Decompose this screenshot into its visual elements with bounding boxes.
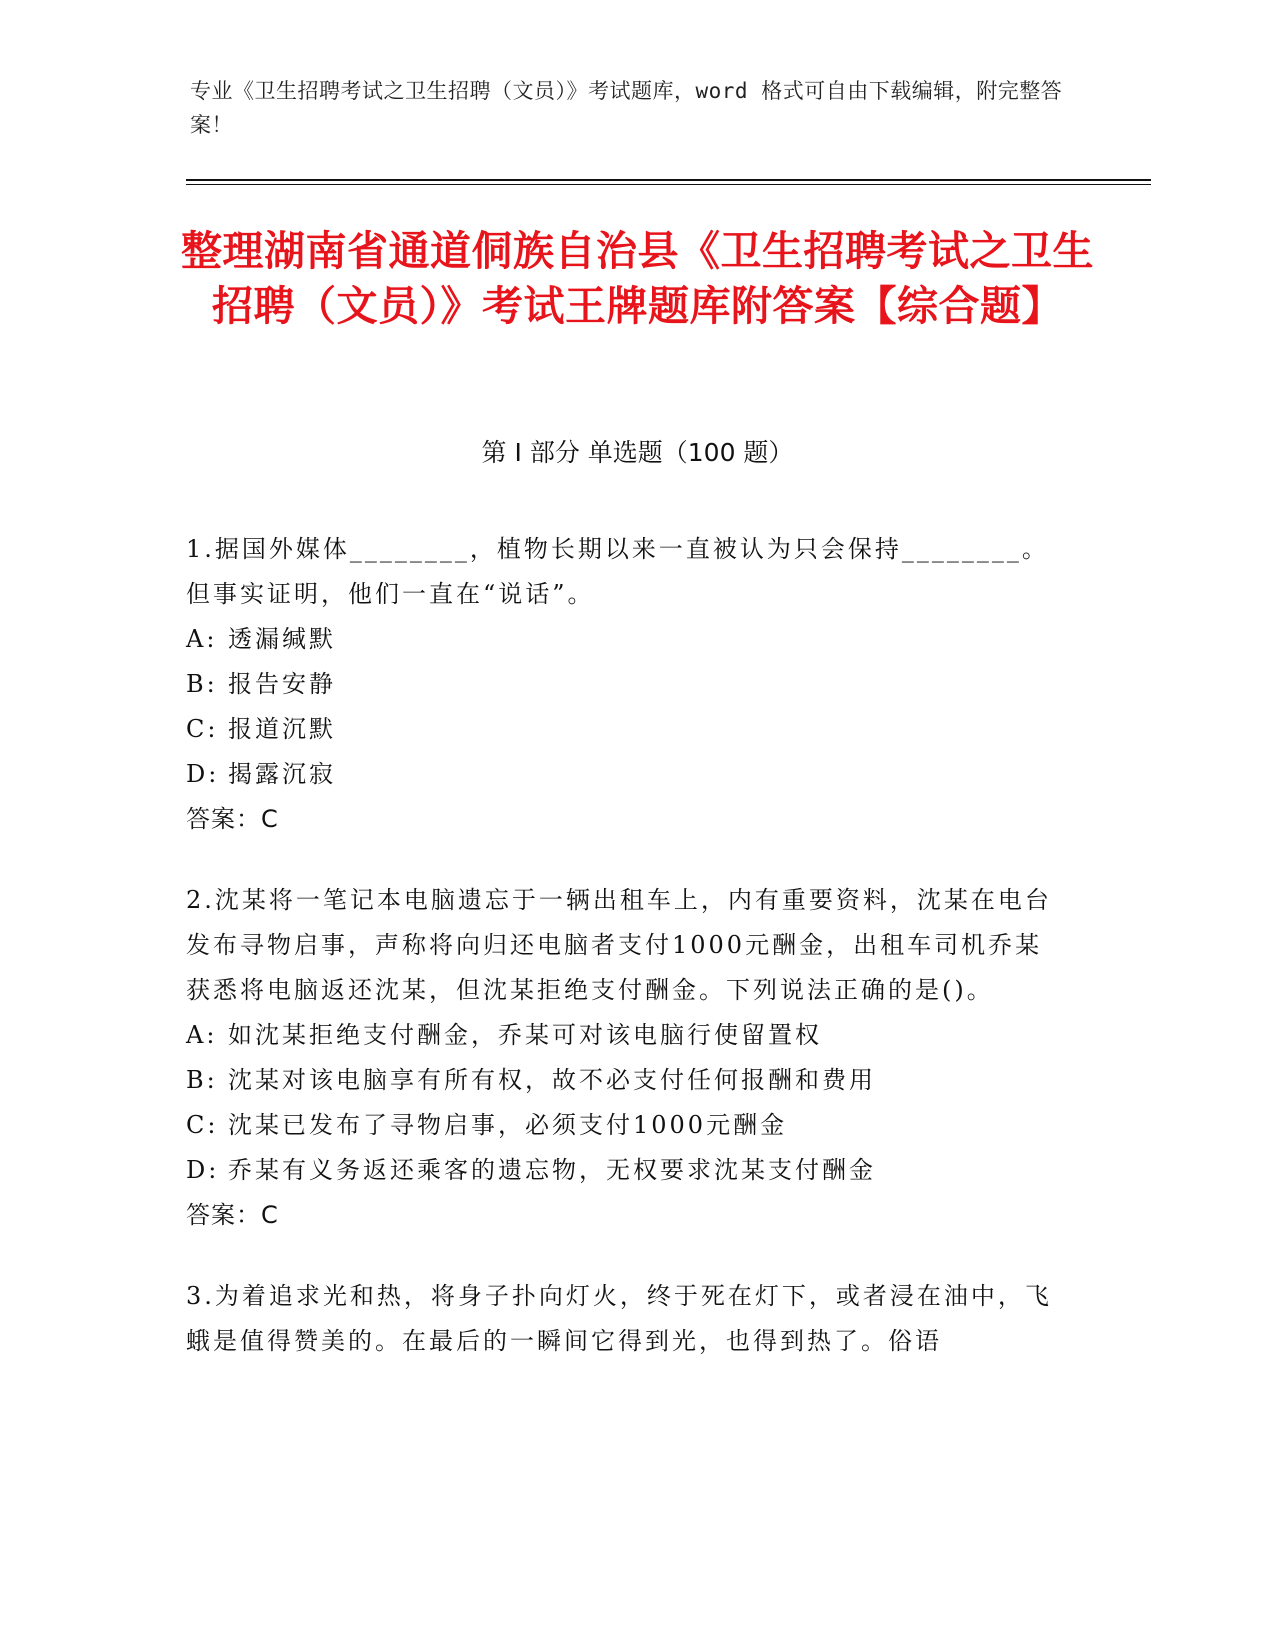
header-note: 专业《卫生招聘考试之卫生招聘（文员）》考试题库，word 格式可自由下载编辑，附完整答案！: [190, 79, 1063, 137]
question-text: 1.据国外媒体________，植物长期以来一直被认为只会保持________。但事实证明，他们一直在“说话”。: [186, 535, 1049, 608]
option-b: [186, 662, 1066, 707]
option-key: A:: [186, 625, 218, 653]
question-3: [186, 1274, 1066, 1364]
option-key: C:: [186, 715, 219, 743]
answer: 答案：C: [186, 805, 279, 833]
option-key: A:: [186, 1021, 218, 1049]
option-key: B:: [186, 670, 218, 698]
option-c: [186, 707, 1066, 752]
answer: 答案：C: [186, 1201, 279, 1229]
section-title: 第 I 部分 单选题（100 题）: [481, 438, 794, 467]
option-c: [186, 1103, 1066, 1148]
header-rule-thin: [186, 184, 1151, 185]
option-key: C:: [186, 1111, 219, 1139]
option-text: 乔某有义务返还乘客的遗忘物，无权要求沈某支付酬金: [228, 1156, 876, 1184]
option-text: 揭露沉寂: [228, 760, 336, 788]
option-key: B:: [186, 1066, 218, 1094]
option-text: 沈某已发布了寻物启事，必须支付1000元酬金: [228, 1111, 788, 1139]
option-d: [186, 1148, 1066, 1193]
question-list: [186, 527, 1066, 1400]
option-key: D:: [186, 1156, 220, 1184]
option-a: [186, 1013, 1066, 1058]
option-key: D:: [186, 760, 220, 788]
option-text: 透漏缄默: [228, 625, 336, 653]
option-a: [186, 617, 1066, 662]
option-text: 报道沉默: [228, 715, 336, 743]
option-b: [186, 1058, 1066, 1103]
question-1: [186, 527, 1066, 842]
option-text: 如沈某拒绝支付酬金，乔某可对该电脑行使留置权: [228, 1021, 822, 1049]
option-text: 报告安静: [228, 670, 336, 698]
option-text: 沈某对该电脑享有所有权，故不必支付任何报酬和费用: [228, 1066, 876, 1094]
header-rule-thick: [186, 179, 1151, 181]
option-d: [186, 752, 1066, 797]
document-title: 整理湖南省通道侗族自治县《卫生招聘考试之卫生招聘（文员）》考试王牌题库附答案【综合题】: [181, 227, 1094, 330]
question-text: 3.为着追求光和热，将身子扑向灯火，终于死在灯下，或者浸在油中，飞蛾是值得赞美的。在最后的一瞬间它得到光，也得到热了。俗语: [186, 1282, 1052, 1355]
question-text: 2.沈某将一笔记本电脑遗忘于一辆出租车上，内有重要资料，沈某在电台发布寻物启事，声称将向归还电脑者支付1000元酬金，出租车司机乔某获悉将电脑返还沈某，但沈某拒绝支付酬金。下列说法正确的是()。: [186, 886, 1052, 1004]
question-2: [186, 878, 1066, 1238]
